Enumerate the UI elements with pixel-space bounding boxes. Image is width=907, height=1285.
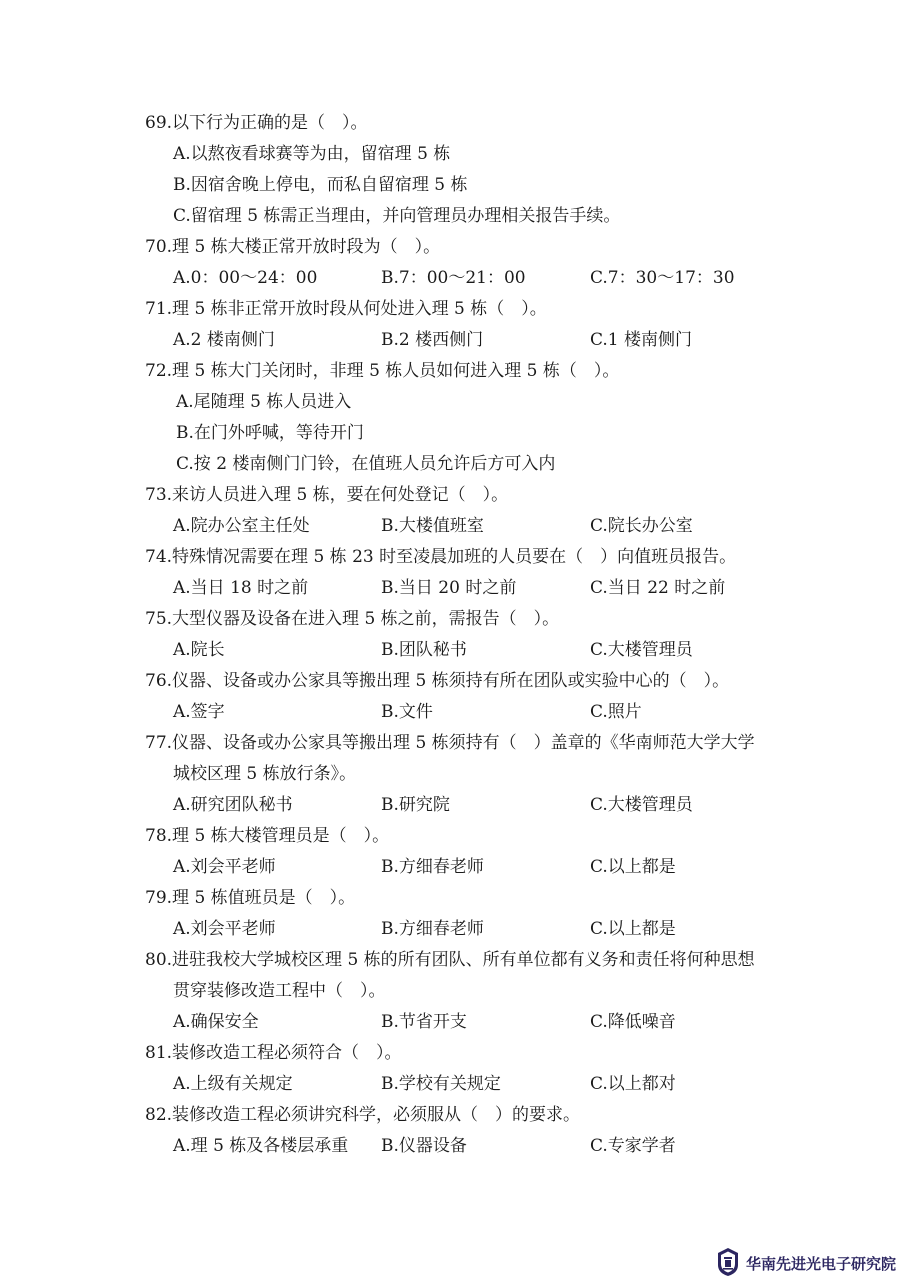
answer-option: B.文件 [381,702,433,722]
question-stem: 75.大型仪器及设备在进入理 5 栋之前，需报告（ ）。 [145,609,560,629]
answer-option: C.以上都是 [590,857,676,877]
answer-option: C.降低噪音 [590,1012,676,1032]
question-stem: 69.以下行为正确的是（ ）。 [145,113,368,133]
answer-option: A.以熬夜看球赛等为由，留宿理 5 栋 [173,144,451,164]
answer-option: C.大楼管理员 [590,640,693,660]
answer-option: B.当日 20 时之前 [381,578,517,598]
answer-option: A.当日 18 时之前 [173,578,309,598]
answer-option: C.以上都是 [590,919,676,939]
answer-option: A.尾随理 5 栋人员进入 [176,392,352,412]
question-stem: 82.装修改造工程必须讲究科学，必须服从（ ）的要求。 [145,1105,581,1125]
answer-option: B.节省开支 [381,1012,467,1032]
answer-option: B.7：00～21：00 [381,268,526,288]
answer-option: A.院办公室主任处 [173,516,310,536]
answer-option: A.理 5 栋及各楼层承重 [173,1136,349,1156]
answer-option: B.因宿舍晚上停电，而私自留宿理 5 栋 [173,175,468,195]
answer-option: C.按 2 楼南侧门门铃，在值班人员允许后方可入内 [176,454,556,474]
question-stem: 72.理 5 栋大门关闭时，非理 5 栋人员如何进入理 5 栋（ ）。 [145,361,620,381]
question-stem: 78.理 5 栋大楼管理员是（ ）。 [145,826,390,846]
question-stem: 77.仪器、设备或办公家具等搬出理 5 栋须持有（ ）盖章的《华南师范大学大学 [145,733,755,753]
answer-option: B.方细春老师 [381,857,484,877]
question-stem: 贯穿装修改造工程中（ ）。 [173,981,386,1001]
answer-option: C.1 楼南侧门 [590,330,693,350]
answer-option: C.当日 22 时之前 [590,578,726,598]
institute-emblem-icon [716,1247,740,1277]
answer-option: A.院长 [173,640,225,660]
answer-option: B.方细春老师 [381,919,484,939]
answer-option: B.大楼值班室 [381,516,484,536]
answer-option: B.在门外呼喊，等待开门 [176,423,364,443]
answer-option: A.0：00～24：00 [173,268,318,288]
answer-option: A.2 楼南侧门 [173,330,275,350]
question-stem: 城校区理 5 栋放行条》。 [173,764,357,784]
question-stem: 76.仪器、设备或办公家具等搬出理 5 栋须持有所在团队或实验中心的（ ）。 [145,671,730,691]
answer-option: A.刘会平老师 [173,919,276,939]
answer-option: A.刘会平老师 [173,857,276,877]
footer-institute-name: 华南先进光电子研究院 [746,1255,897,1273]
answer-option: C.大楼管理员 [590,795,693,815]
answer-option: A.研究团队秘书 [173,795,293,815]
answer-option: C.7：30～17：30 [590,268,735,288]
question-stem: 79.理 5 栋值班员是（ ）。 [145,888,356,908]
answer-option: B.仪器设备 [381,1136,467,1156]
answer-option: A.签字 [173,702,225,722]
question-stem: 73.来访人员进入理 5 栋，要在何处登记（ ）。 [145,485,509,505]
answer-option: B.2 楼西侧门 [381,330,484,350]
answer-option: C.以上都对 [590,1074,676,1094]
answer-option: C.院长办公室 [590,516,693,536]
answer-option: C.照片 [590,702,642,722]
answer-option: B.研究院 [381,795,450,815]
question-stem: 71.理 5 栋非正常开放时段从何处进入理 5 栋（ ）。 [145,299,547,319]
answer-option: C.专家学者 [590,1136,676,1156]
question-stem: 74.特殊情况需要在理 5 栋 23 时至凌晨加班的人员要在（ ）向值班员报告。 [145,547,737,567]
answer-option: B.学校有关规定 [381,1074,501,1094]
answer-option: A.确保安全 [173,1012,259,1032]
question-stem: 81.装修改造工程必须符合（ ）。 [145,1043,402,1063]
answer-option: B.团队秘书 [381,640,467,660]
answer-option: A.上级有关规定 [173,1074,293,1094]
question-stem: 80.进驻我校大学城校区理 5 栋的所有团队、所有单位都有义务和责任将何种思想 [145,950,755,970]
question-stem: 70.理 5 栋大楼正常开放时段为（ ）。 [145,237,441,257]
answer-option: C.留宿理 5 栋需正当理由，并向管理员办理相关报告手续。 [173,206,621,226]
